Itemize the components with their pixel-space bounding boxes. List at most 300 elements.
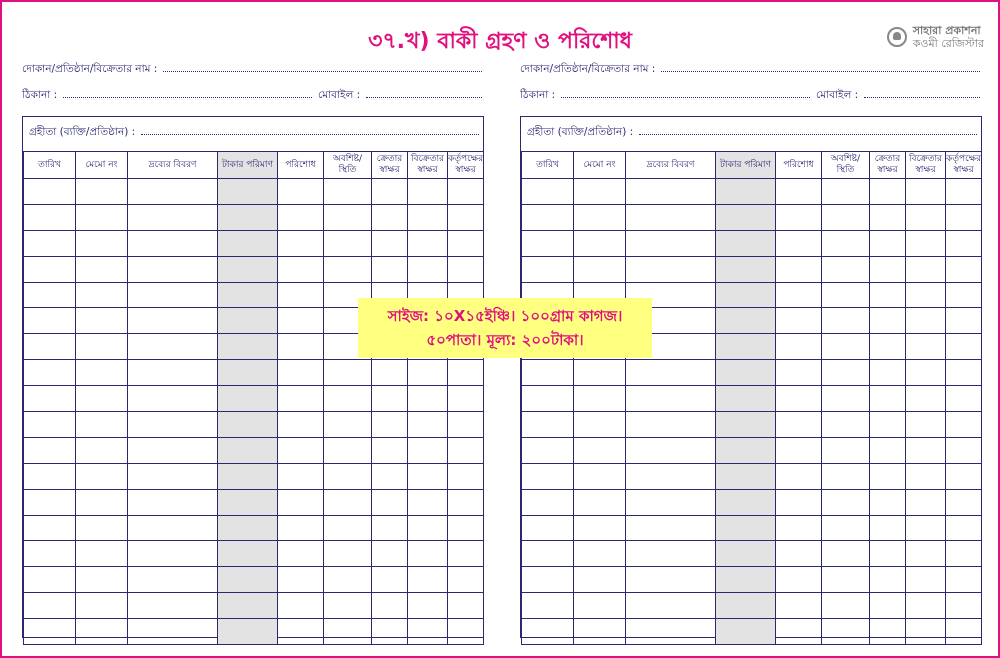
table-cell[interactable] (946, 334, 982, 360)
table-cell[interactable] (716, 567, 776, 593)
table-cell[interactable] (716, 515, 776, 541)
table-cell[interactable] (626, 412, 716, 438)
table-cell[interactable] (128, 308, 218, 334)
table-cell[interactable] (372, 593, 408, 619)
table-cell[interactable] (448, 179, 484, 205)
table-cell[interactable] (278, 437, 324, 463)
table-cell[interactable] (76, 489, 128, 515)
table-cell[interactable] (128, 282, 218, 308)
table-cell[interactable] (946, 230, 982, 256)
table-cell[interactable] (716, 386, 776, 412)
table-cell[interactable] (946, 437, 982, 463)
table-cell[interactable] (408, 593, 448, 619)
table-cell[interactable] (448, 619, 484, 645)
table-cell[interactable] (822, 619, 870, 645)
table-cell[interactable] (870, 412, 906, 438)
table-cell[interactable] (574, 437, 626, 463)
table-cell[interactable] (278, 308, 324, 334)
table-cell[interactable] (218, 541, 278, 567)
table-cell[interactable] (372, 360, 408, 386)
table-cell[interactable] (870, 308, 906, 334)
table-cell[interactable] (776, 515, 822, 541)
table-cell[interactable] (218, 515, 278, 541)
table-cell[interactable] (218, 256, 278, 282)
table-cell[interactable] (716, 256, 776, 282)
table-cell[interactable] (716, 308, 776, 334)
table-cell[interactable] (24, 282, 76, 308)
table-cell[interactable] (448, 567, 484, 593)
table-cell[interactable] (776, 230, 822, 256)
table-cell[interactable] (278, 593, 324, 619)
table-cell[interactable] (906, 204, 946, 230)
table-cell[interactable] (218, 282, 278, 308)
table-cell[interactable] (870, 334, 906, 360)
table-cell[interactable] (870, 179, 906, 205)
table-cell[interactable] (776, 541, 822, 567)
table-cell[interactable] (448, 593, 484, 619)
table-cell[interactable] (522, 489, 574, 515)
table-cell[interactable] (822, 412, 870, 438)
table-cell[interactable] (522, 619, 574, 645)
table-cell[interactable] (822, 334, 870, 360)
table-cell[interactable] (870, 515, 906, 541)
table-cell[interactable] (822, 541, 870, 567)
table-cell[interactable] (324, 463, 372, 489)
table-cell[interactable] (716, 541, 776, 567)
table-cell[interactable] (522, 541, 574, 567)
table-cell[interactable] (278, 282, 324, 308)
table-cell[interactable] (626, 567, 716, 593)
table-cell[interactable] (906, 334, 946, 360)
table-cell[interactable] (218, 593, 278, 619)
table-cell[interactable] (946, 179, 982, 205)
table-cell[interactable] (946, 256, 982, 282)
table-cell[interactable] (574, 179, 626, 205)
table-cell[interactable] (128, 230, 218, 256)
table-cell[interactable] (448, 412, 484, 438)
table-cell[interactable] (324, 567, 372, 593)
table-cell[interactable] (324, 489, 372, 515)
table-cell[interactable] (24, 334, 76, 360)
table-cell[interactable] (324, 204, 372, 230)
table-cell[interactable] (448, 541, 484, 567)
table-cell[interactable] (870, 360, 906, 386)
table-cell[interactable] (906, 567, 946, 593)
table-cell[interactable] (324, 412, 372, 438)
table-cell[interactable] (24, 308, 76, 334)
table-cell[interactable] (822, 230, 870, 256)
table-cell[interactable] (574, 567, 626, 593)
table-cell[interactable] (76, 179, 128, 205)
table-cell[interactable] (278, 179, 324, 205)
table-cell[interactable] (218, 308, 278, 334)
table-cell[interactable] (128, 204, 218, 230)
table-cell[interactable] (946, 360, 982, 386)
table-cell[interactable] (946, 463, 982, 489)
table-cell[interactable] (822, 204, 870, 230)
table-cell[interactable] (218, 230, 278, 256)
table-cell[interactable] (448, 256, 484, 282)
table-cell[interactable] (372, 386, 408, 412)
table-cell[interactable] (24, 541, 76, 567)
table-cell[interactable] (716, 437, 776, 463)
table-cell[interactable] (24, 386, 76, 412)
table-cell[interactable] (626, 489, 716, 515)
table-cell[interactable] (716, 230, 776, 256)
table-cell[interactable] (448, 515, 484, 541)
table-cell[interactable] (716, 360, 776, 386)
table-cell[interactable] (76, 619, 128, 645)
table-cell[interactable] (776, 489, 822, 515)
table-cell[interactable] (408, 256, 448, 282)
table-cell[interactable] (24, 437, 76, 463)
table-cell[interactable] (822, 515, 870, 541)
table-cell[interactable] (24, 619, 76, 645)
table-cell[interactable] (408, 179, 448, 205)
table-cell[interactable] (372, 179, 408, 205)
table-cell[interactable] (870, 256, 906, 282)
table-cell[interactable] (218, 489, 278, 515)
table-cell[interactable] (408, 437, 448, 463)
table-cell[interactable] (716, 204, 776, 230)
table-cell[interactable] (906, 437, 946, 463)
table-cell[interactable] (278, 230, 324, 256)
table-cell[interactable] (76, 256, 128, 282)
table-cell[interactable] (24, 489, 76, 515)
table-cell[interactable] (626, 619, 716, 645)
table-cell[interactable] (522, 179, 574, 205)
table-cell[interactable] (278, 541, 324, 567)
table-cell[interactable] (776, 360, 822, 386)
table-cell[interactable] (946, 567, 982, 593)
table-cell[interactable] (574, 489, 626, 515)
table-cell[interactable] (408, 489, 448, 515)
table-cell[interactable] (776, 179, 822, 205)
table-cell[interactable] (76, 567, 128, 593)
table-cell[interactable] (522, 515, 574, 541)
table-cell[interactable] (822, 386, 870, 412)
table-cell[interactable] (522, 256, 574, 282)
table-cell[interactable] (324, 541, 372, 567)
table-cell[interactable] (906, 619, 946, 645)
table-cell[interactable] (372, 437, 408, 463)
table-cell[interactable] (870, 204, 906, 230)
table-cell[interactable] (870, 386, 906, 412)
table-cell[interactable] (574, 593, 626, 619)
table-cell[interactable] (574, 256, 626, 282)
table-cell[interactable] (128, 593, 218, 619)
table-cell[interactable] (522, 412, 574, 438)
table-cell[interactable] (278, 204, 324, 230)
table-cell[interactable] (372, 412, 408, 438)
table-cell[interactable] (870, 230, 906, 256)
table-cell[interactable] (324, 619, 372, 645)
table-cell[interactable] (218, 334, 278, 360)
table-cell[interactable] (24, 179, 76, 205)
table-cell[interactable] (408, 619, 448, 645)
table-cell[interactable] (522, 386, 574, 412)
table-cell[interactable] (574, 360, 626, 386)
table-cell[interactable] (776, 282, 822, 308)
table-cell[interactable] (218, 386, 278, 412)
table-cell[interactable] (128, 567, 218, 593)
table-cell[interactable] (24, 593, 76, 619)
table-cell[interactable] (626, 204, 716, 230)
table-cell[interactable] (822, 256, 870, 282)
table-cell[interactable] (128, 386, 218, 412)
table-cell[interactable] (946, 386, 982, 412)
table-cell[interactable] (946, 541, 982, 567)
table-cell[interactable] (278, 360, 324, 386)
table-cell[interactable] (822, 437, 870, 463)
table-cell[interactable] (372, 230, 408, 256)
table-cell[interactable] (574, 541, 626, 567)
table-cell[interactable] (76, 204, 128, 230)
table-cell[interactable] (574, 515, 626, 541)
table-cell[interactable] (128, 179, 218, 205)
table-cell[interactable] (76, 360, 128, 386)
table-cell[interactable] (776, 437, 822, 463)
table-cell[interactable] (408, 463, 448, 489)
table-cell[interactable] (776, 256, 822, 282)
table-cell[interactable] (822, 463, 870, 489)
table-cell[interactable] (128, 412, 218, 438)
table-cell[interactable] (906, 412, 946, 438)
table-cell[interactable] (822, 489, 870, 515)
table-cell[interactable] (324, 593, 372, 619)
table-cell[interactable] (278, 256, 324, 282)
table-cell[interactable] (870, 541, 906, 567)
table-cell[interactable] (408, 204, 448, 230)
table-cell[interactable] (448, 204, 484, 230)
table-cell[interactable] (76, 282, 128, 308)
table-cell[interactable] (408, 515, 448, 541)
table-cell[interactable] (870, 282, 906, 308)
table-cell[interactable] (626, 386, 716, 412)
table-cell[interactable] (776, 308, 822, 334)
table-cell[interactable] (906, 463, 946, 489)
table-cell[interactable] (218, 360, 278, 386)
table-cell[interactable] (946, 515, 982, 541)
table-cell[interactable] (946, 489, 982, 515)
table-cell[interactable] (372, 256, 408, 282)
table-cell[interactable] (626, 515, 716, 541)
table-cell[interactable] (822, 179, 870, 205)
table-cell[interactable] (776, 567, 822, 593)
table-cell[interactable] (626, 541, 716, 567)
table-cell[interactable] (278, 334, 324, 360)
table-cell[interactable] (24, 204, 76, 230)
table-cell[interactable] (76, 230, 128, 256)
table-cell[interactable] (522, 437, 574, 463)
table-cell[interactable] (716, 593, 776, 619)
table-cell[interactable] (218, 463, 278, 489)
table-cell[interactable] (128, 515, 218, 541)
table-cell[interactable] (24, 412, 76, 438)
table-cell[interactable] (870, 489, 906, 515)
table-cell[interactable] (870, 619, 906, 645)
table-cell[interactable] (906, 360, 946, 386)
table-cell[interactable] (128, 360, 218, 386)
table-cell[interactable] (448, 360, 484, 386)
table-cell[interactable] (76, 334, 128, 360)
table-cell[interactable] (626, 463, 716, 489)
table-cell[interactable] (574, 619, 626, 645)
table-cell[interactable] (574, 386, 626, 412)
table-cell[interactable] (626, 593, 716, 619)
table-cell[interactable] (906, 256, 946, 282)
table-cell[interactable] (522, 230, 574, 256)
table-cell[interactable] (522, 360, 574, 386)
table-cell[interactable] (24, 230, 76, 256)
table-cell[interactable] (906, 515, 946, 541)
table-cell[interactable] (218, 412, 278, 438)
table-cell[interactable] (76, 412, 128, 438)
table-cell[interactable] (76, 308, 128, 334)
table-cell[interactable] (448, 489, 484, 515)
table-cell[interactable] (372, 619, 408, 645)
table-cell[interactable] (76, 463, 128, 489)
table-cell[interactable] (324, 515, 372, 541)
table-cell[interactable] (946, 308, 982, 334)
table-cell[interactable] (128, 463, 218, 489)
table-cell[interactable] (822, 567, 870, 593)
table-cell[interactable] (870, 593, 906, 619)
table-cell[interactable] (626, 360, 716, 386)
table-cell[interactable] (626, 256, 716, 282)
table-cell[interactable] (716, 619, 776, 645)
table-cell[interactable] (522, 463, 574, 489)
table-cell[interactable] (906, 489, 946, 515)
table-cell[interactable] (76, 541, 128, 567)
table-cell[interactable] (574, 463, 626, 489)
table-cell[interactable] (822, 282, 870, 308)
table-cell[interactable] (870, 567, 906, 593)
table-cell[interactable] (870, 463, 906, 489)
table-cell[interactable] (574, 204, 626, 230)
table-cell[interactable] (574, 412, 626, 438)
table-cell[interactable] (716, 334, 776, 360)
table-cell[interactable] (128, 619, 218, 645)
table-cell[interactable] (626, 230, 716, 256)
table-cell[interactable] (716, 179, 776, 205)
table-cell[interactable] (372, 204, 408, 230)
table-cell[interactable] (822, 593, 870, 619)
table-cell[interactable] (776, 204, 822, 230)
table-cell[interactable] (906, 593, 946, 619)
table-cell[interactable] (278, 386, 324, 412)
table-cell[interactable] (946, 204, 982, 230)
table-cell[interactable] (218, 437, 278, 463)
table-cell[interactable] (626, 437, 716, 463)
table-cell[interactable] (324, 179, 372, 205)
table-cell[interactable] (776, 334, 822, 360)
table-cell[interactable] (906, 282, 946, 308)
table-cell[interactable] (522, 204, 574, 230)
table-cell[interactable] (278, 489, 324, 515)
table-cell[interactable] (76, 437, 128, 463)
table-cell[interactable] (448, 437, 484, 463)
table-cell[interactable] (128, 489, 218, 515)
table-cell[interactable] (128, 437, 218, 463)
table-cell[interactable] (522, 567, 574, 593)
table-cell[interactable] (408, 230, 448, 256)
table-cell[interactable] (24, 360, 76, 386)
table-cell[interactable] (946, 593, 982, 619)
table-cell[interactable] (24, 515, 76, 541)
table-cell[interactable] (24, 463, 76, 489)
table-cell[interactable] (946, 412, 982, 438)
table-cell[interactable] (128, 334, 218, 360)
table-cell[interactable] (278, 619, 324, 645)
table-cell[interactable] (76, 593, 128, 619)
table-cell[interactable] (776, 412, 822, 438)
table-cell[interactable] (324, 360, 372, 386)
table-cell[interactable] (906, 308, 946, 334)
table-cell[interactable] (372, 567, 408, 593)
table-cell[interactable] (716, 489, 776, 515)
table-cell[interactable] (372, 515, 408, 541)
table-cell[interactable] (408, 412, 448, 438)
table-cell[interactable] (324, 256, 372, 282)
table-cell[interactable] (218, 204, 278, 230)
table-cell[interactable] (822, 308, 870, 334)
table-cell[interactable] (76, 386, 128, 412)
table-cell[interactable] (906, 230, 946, 256)
table-cell[interactable] (372, 489, 408, 515)
table-cell[interactable] (408, 541, 448, 567)
table-cell[interactable] (408, 386, 448, 412)
table-cell[interactable] (218, 619, 278, 645)
table-cell[interactable] (24, 567, 76, 593)
table-cell[interactable] (408, 567, 448, 593)
table-cell[interactable] (906, 179, 946, 205)
table-cell[interactable] (946, 282, 982, 308)
table-cell[interactable] (324, 386, 372, 412)
table-cell[interactable] (278, 515, 324, 541)
table-cell[interactable] (372, 463, 408, 489)
table-cell[interactable] (870, 437, 906, 463)
table-cell[interactable] (448, 230, 484, 256)
table-cell[interactable] (218, 567, 278, 593)
table-cell[interactable] (128, 541, 218, 567)
table-cell[interactable] (716, 412, 776, 438)
table-cell[interactable] (278, 463, 324, 489)
table-cell[interactable] (278, 412, 324, 438)
table-cell[interactable] (448, 463, 484, 489)
table-cell[interactable] (218, 179, 278, 205)
table-cell[interactable] (776, 463, 822, 489)
table-cell[interactable] (76, 515, 128, 541)
table-cell[interactable] (24, 256, 76, 282)
table-cell[interactable] (776, 386, 822, 412)
table-cell[interactable] (716, 463, 776, 489)
table-cell[interactable] (906, 386, 946, 412)
table-cell[interactable] (906, 541, 946, 567)
table-cell[interactable] (372, 541, 408, 567)
table-cell[interactable] (128, 256, 218, 282)
table-cell[interactable] (946, 619, 982, 645)
table-cell[interactable] (408, 360, 448, 386)
table-cell[interactable] (278, 567, 324, 593)
table-cell[interactable] (776, 593, 822, 619)
table-cell[interactable] (716, 282, 776, 308)
table-cell[interactable] (448, 386, 484, 412)
table-cell[interactable] (822, 360, 870, 386)
table-cell[interactable] (776, 619, 822, 645)
table-cell[interactable] (522, 593, 574, 619)
table-cell[interactable] (574, 230, 626, 256)
